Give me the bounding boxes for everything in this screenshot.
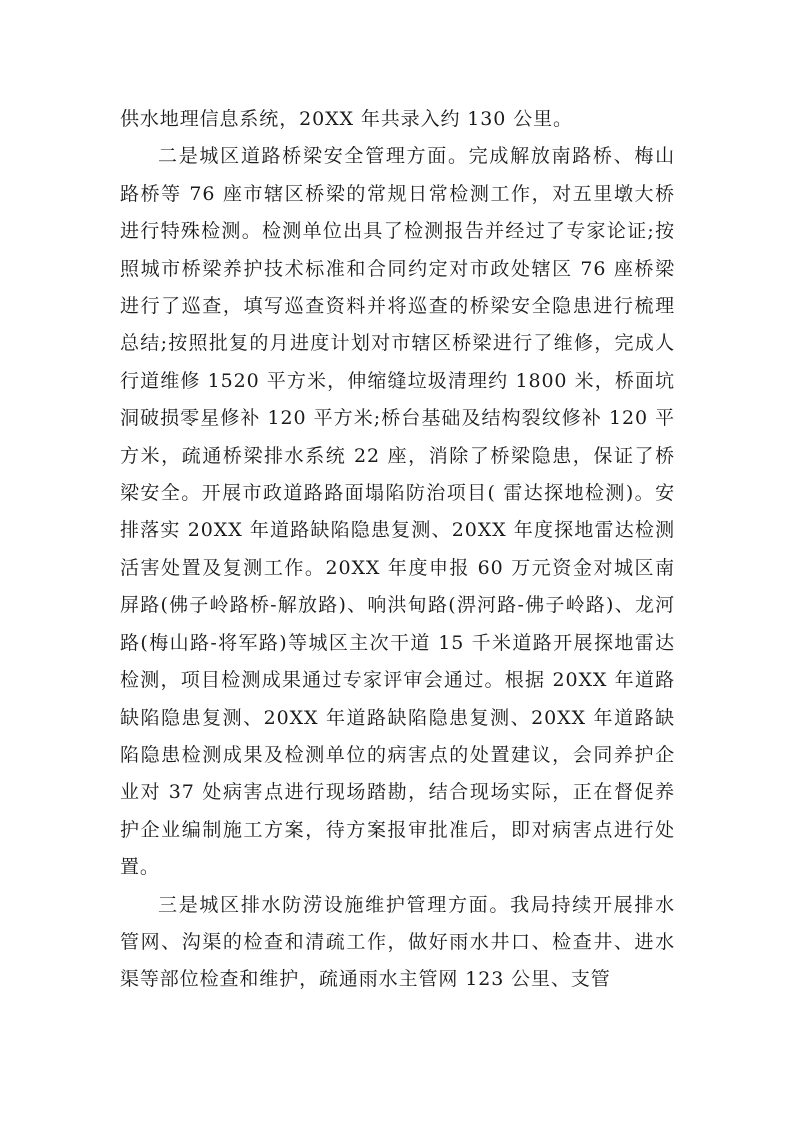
- paragraph-road-bridge-safety: 二是城区道路桥梁安全管理方面。完成解放南路桥、梅山路桥等 76 座市辖区桥梁的常规日常检测工作，对五里墩大桥进行特殊检测。检测单位出具了检测报告并经过了专家论证;按照城市桥梁养护技术标准和合同约定对市政处辖区 76 座桥梁进行了巡查，填写巡查资料并将巡查的桥梁安全隐患进行梳理总结;按照批复的月进度计划对市辖区桥梁进行了维修，完成人行道维修 1520 平方米，伸缩缝垃圾清理约 1800 米，桥面坑洞破损零星修补 120 平方米;桥台基础及结构裂纹修补 120 平方米，疏通桥梁排水系统 22 座，消除了桥梁隐患，保证了桥梁安全。开展市政道路路面塌陷防治项目( 雷达探地检测)。安排落实 20XX 年道路缺陷隐患复测、20XX 年度探地雷达检测活害处置及复测工作。20XX 年度申报 60 万元资金对城区南屏路(佛子岭路桥-解放路)、响洪甸路(淠河路-佛子岭路)、龙河路(梅山路-将军路)等城区主次干道 15 千米道路开展探地雷达检测，项目检测成果通过专家评审会通过。根据 20XX 年道路缺陷隐患复测、20XX 年道路缺陷隐患复测、20XX 年道路缺陷隐患检测成果及检测单位的病害点的处置建议，会同养护企业对 37 处病害点进行现场踏勘，结合现场实际，正在督促养护企业编制施工方案，待方案报审批准后，即对病害点进行处置。: [120, 145, 675, 879]
- document-body: [120, 101, 675, 999]
- paragraph-water-gis: 供水地理信息系统，20XX 年共录入约 130 公里。: [120, 108, 573, 130]
- paragraph-drainage-flood-control: 三是城区排水防涝设施维护管理方面。我局持续开展排水管网、沟渠的检查和清疏工作，做好雨水井口、检查井、进水渠等部位检查和维护，疏通雨水主管网 123 公里、支管: [120, 893, 675, 991]
